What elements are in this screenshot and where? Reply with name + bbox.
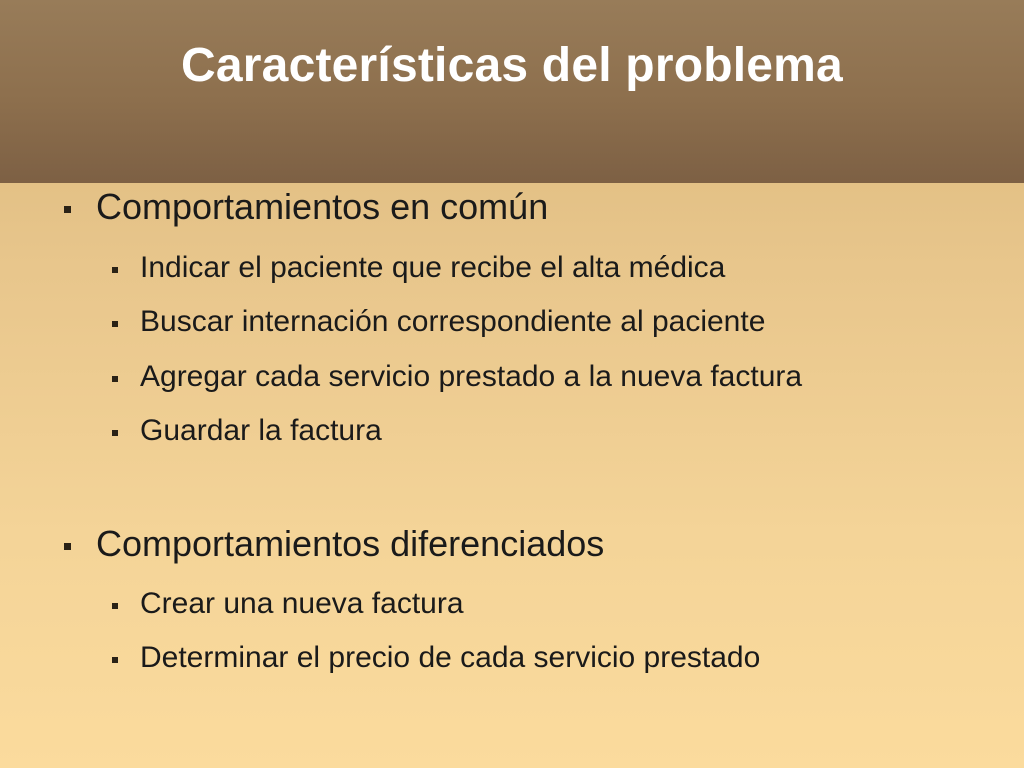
list-item-label: Determinar el precio de cada servicio prestado (140, 641, 761, 674)
list-item (140, 359, 802, 395)
slide-title: Características del problema (181, 39, 843, 92)
list-item (140, 304, 765, 340)
list-item-label: Buscar internación correspondiente al paciente (140, 305, 766, 338)
section-heading-differentiated (96, 523, 604, 565)
square-bullet-icon (112, 267, 118, 273)
list-item (140, 413, 382, 449)
section-heading-common (96, 186, 548, 228)
list-item (140, 586, 464, 622)
square-bullet-icon (112, 430, 118, 436)
square-bullet-icon (112, 321, 118, 327)
list-item-label: Agregar cada servicio prestado a la nueva factura (140, 360, 803, 393)
list-item-label: Indicar el paciente que recibe el alta médica (140, 251, 726, 284)
square-bullet-icon (112, 376, 118, 382)
list-item-label: Crear una nueva factura (140, 587, 464, 620)
section-heading-label: Comportamientos en común (96, 186, 549, 227)
list-item (140, 640, 760, 676)
square-bullet-icon (112, 657, 118, 663)
list-item (140, 250, 725, 286)
square-bullet-icon (112, 603, 118, 609)
section-heading-label: Comportamientos diferenciados (96, 523, 605, 564)
list-item-label: Guardar la factura (140, 414, 382, 447)
square-bullet-icon (64, 543, 71, 550)
square-bullet-icon (64, 206, 71, 213)
